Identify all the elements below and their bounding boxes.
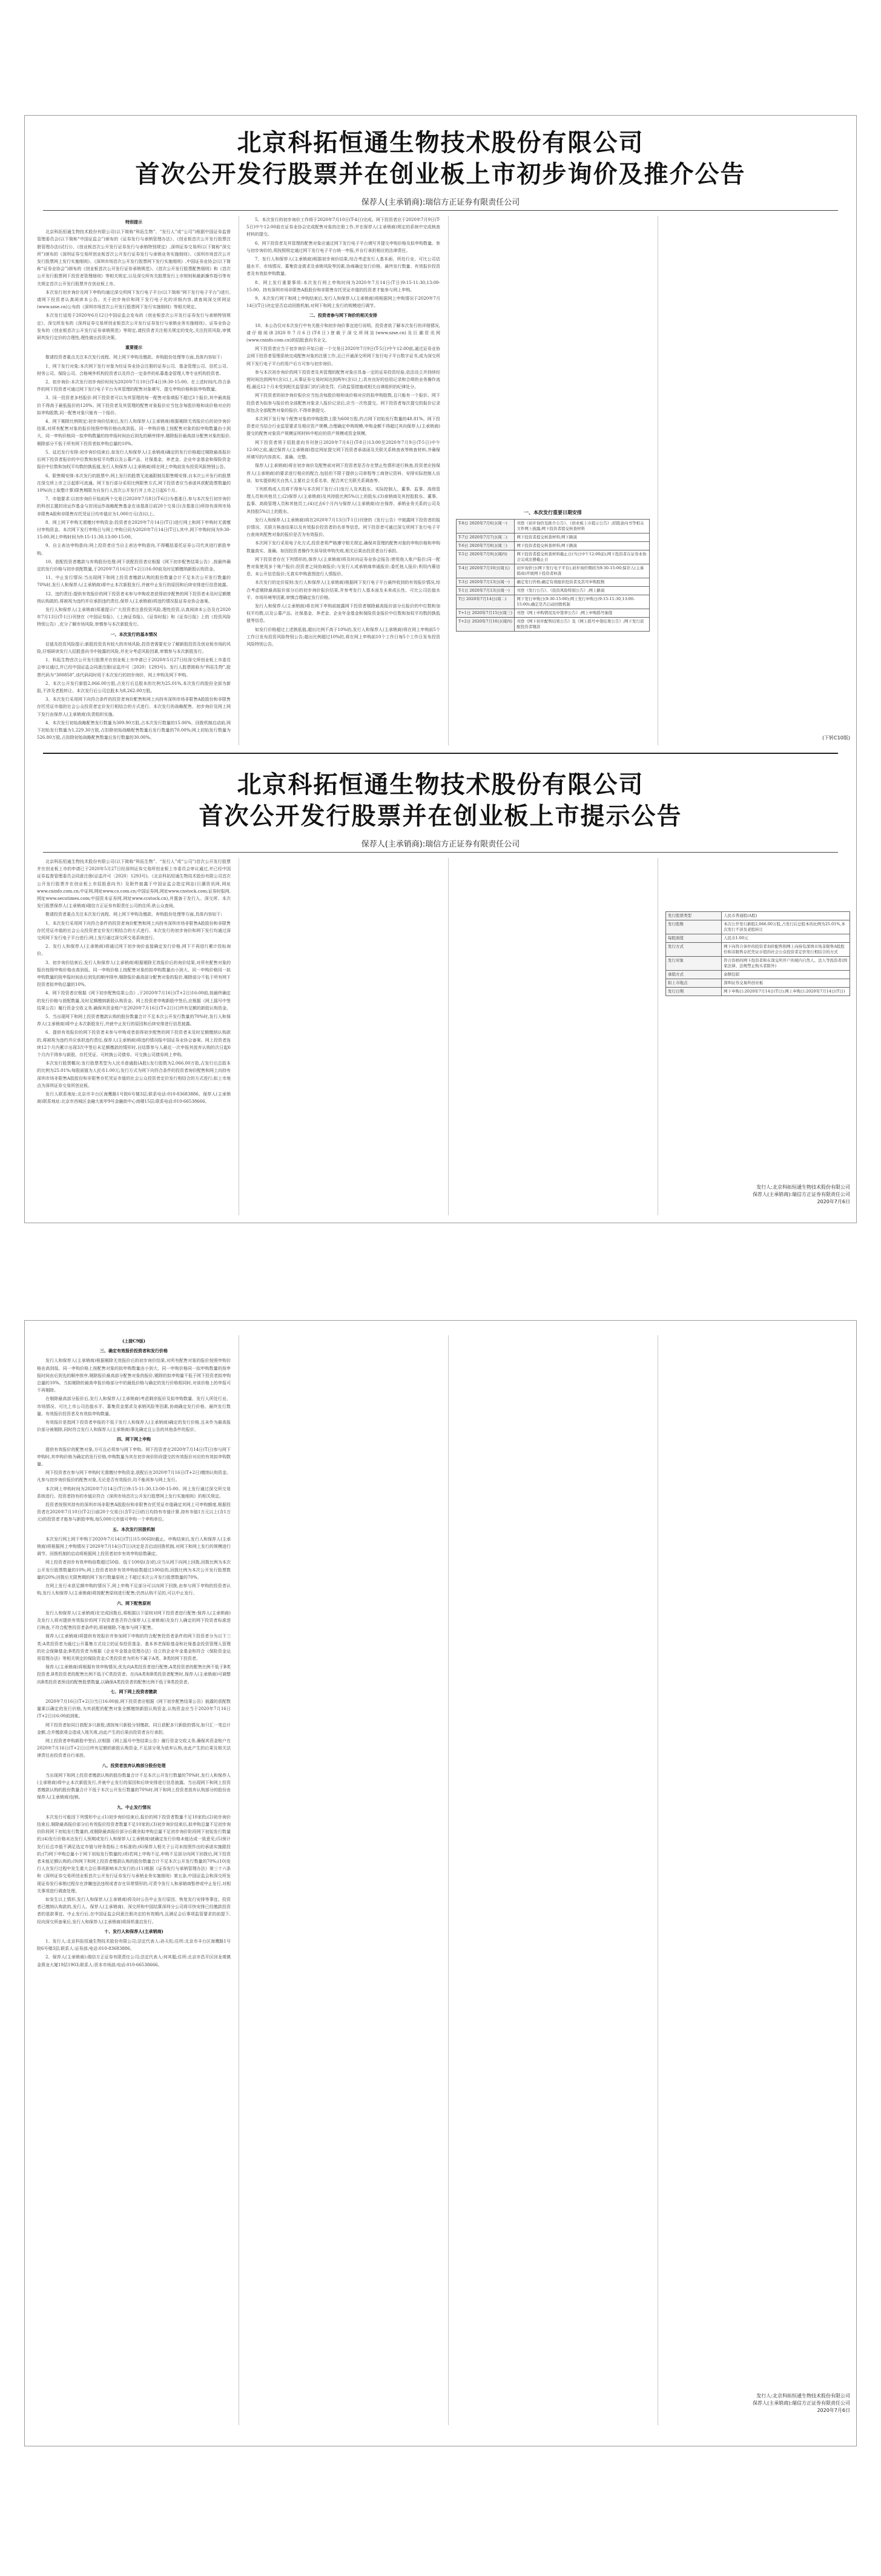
section-heading: 七、网下网上投资者缴款 [110,1688,157,1694]
listing-column-2 [246,858,440,1215]
upper-newspaper-sheet [24,115,857,1223]
body-paragraph: 网下投资者须于招股意向书刊登日2020年7月6日(T-8日)13:00至2020年7月9日(T-5日)中午12:00之前,通过保荐人(主承销商)指定网址提交网下投资者承诺函及关联关系核查表等核查材料,并确保所填写的内容真实、准确、完整。 [246,440,440,460]
column-divider [448,858,449,1215]
table-row [457,520,650,533]
table-key-cell: 发行方式 [666,943,722,957]
body-paragraph: 网下投资者如同日获配多只新股,请按每只新股分别缴款。同日获配多只新股的情况,如只汇一笔总计金额,合并缴款将会造成入账失败,由此产生的后果由投资者自行承担。 [37,1722,231,1735]
body-paragraph: 如发行价格超过上述孰低值,超出比例不高于10%的,发行人和保荐人(主承销商)将在网上申购前5个工作日发布投资风险特别公告;超出比例超过10%的,将在网上申购前10个工作日每5个工作日发布投资风险特别公告。 [246,627,440,647]
body-paragraph: 本次发行的定价原则:发行人和保荐人(主承销商)根据网下发行电子平台最终收到的有效报价情况,综合考虑剔除最高报价部分后的初步询价报价结果,并参考发行人基本面及未来成长性、可比公司估值水平、市场环境等因素,审慎合理确定发行价格。 [246,580,440,600]
body-paragraph: 下列机构或人员将不得参与本次网下发行:(1)发行人及其股东、实际控制人、董事、监事、高级管理人员和其他员工;(2)保荐人(主承销商)及其持股比例5%以上的股东;(3)承销商及其控股股东、董事、监事、高级管理人员和其他员工;(4)过去6个月内与保荐人(主承销商)存在保荐、承销业务关系的公司及其持股5%以上的股东。 [246,486,440,514]
body-paragraph: 12、违约责任:提供有效报价的网下投资者未参与申购或者获得初步配售的网下投资者未及时足额缴纳认购款的,将被视为违约并应承担违约责任,保荐人(主承销商)将违约情况报证券业协会备案。 [37,591,231,604]
section-heading: 五、本次发行回拨机制 [113,1526,155,1532]
table-key-cell: T+1日 2020年7月15日(周三) [457,609,515,618]
body-paragraph: 6、网下投资者及其管理的配售对象应通过网下发行电子平台填写并提交申购价格及拟申购数量。参与初步询价的,须按照规定通过网下发行电子平台统一申报,并自行承担相应的法律责任。 [246,240,440,253]
table-value-cell: 符合资格的网下投资者和在深交所开户的境内自然人、法人等投资者(国家法律、法规禁止购买者除外) [722,957,850,971]
table-row [666,988,850,996]
listing-header-rule [43,852,838,853]
ipo-column-2 [246,216,440,745]
listing-column-1 [37,858,231,1215]
body-paragraph: 估值及投资风险提示:新股投资具有较大的市场风险,投资者需要充分了解新股投资及创业板市场的风险,仔细研读发行人招股意向书中披露的风险,并充分考虑风险因素,审慎参与本次新股发行。 [37,641,231,654]
listing-signature: 发行人:北京科拓恒通生物技术股份有限公司 保荐人(主承销商):瑞信方正证券有限责任公司 2020年7月6日 [753,1184,850,1204]
body-paragraph: 4、网下投资者应根据《网下初步配售结果公告》,于2020年7月16日(T+2日)16:00前,按最终确定的发行价格与获配数量,及时足额缴纳新股认购资金。网上投资者申购新股中签后,应根据《网上摇号中签结果公告》履行资金交收义务,确保其资金账户在2020年7月16日(T+2日)日终有足额的新股认购资金。 [37,991,231,1011]
table-key-cell: T-1日 2020年7月13日(周一) [457,587,515,595]
body-paragraph: 5、当出现网下和网上投资者缴款认购的股份数量合计不足本次公开发行数量的70%时,发行人和保荐人(主承销商)将中止本次新股发行,并就中止发行的原因和后续安排进行信息披露。 [37,1014,231,1027]
body-paragraph: 当出现网下和网上投资者缴款认购的股份数量合计不足本次公开发行数量的70%时,发行人和保荐人(主承销商)将中止本次新股发行,并就中止发行的原因和后续安排进行信息披露。当出现网下和网上投资者缴款认购的股份数量合计不低于本次公开发行数量的70%时,网下和网上投资者放弃认购部分的股份由保荐人(主承销商)包销。 [37,1772,231,1800]
body-paragraph: 保荐人(主承销商)将提供有效报价并参加网下申购的符合配售投资者条件的网下投资者分为以下三类:A类投资者为通过公开募集方式设立的证券投资基金、基本养老保险基金和社保基金投资管理人管理的社会保障基金;B类投资者为根据《企业年金基金管理办法》设立的企业年金基金和符合《保险资金运用管理办法》等相关规定的保险资金;C类投资者为所有不属于A类、B类的网下投资者。 [37,1634,231,1661]
body-paragraph: 4、本次发行初始战略配售发行数量为309.90万股,占本次发行数量的15.00%。回拨机制启动前,网下初始发行数量为1,229.30万股,占扣除初始战略配售数量后发行数量的70.00%;网上初始发行数量为526.80万股,占扣除初始战略配售数量后发行数量的30.00%。 [37,720,231,741]
ipo-column-3 [456,216,650,506]
listing-column-4 [665,858,850,907]
body-paragraph: 参与本次初步询价的网下投资者及其管理的配售对象应具备一定的证券投资经验,依法设立并持续经营时间达到两年(含)以上,从事证券交易时间达到两年(含)以上;具有良好的信用记录和合规的业务操作流程,最近12个月未受到相关监管部门的行政处罚、行政监管措施或相关自律组织的纪律处分。 [246,369,440,390]
body-paragraph: 本次网上申购时间为2020年7月14日(T日)9:15-11:30,13:00-15:00。网上发行通过深交所交易系统进行。投资者持有的市值应符合《深圳市场首次公开发行股票网上发行实施细则》的相关规定。 [37,1486,231,1499]
table-row [666,920,850,934]
body-paragraph: 在剔除最高部分报价后,发行人和保荐人(主承销商)考虑剩余报价及拟申购数量、发行人所处行业、市场情况、可比上市公司估值水平、募集资金需求及承销风险等因素,协商确定发行价格、最终发行数量、有效报价投资者及有效拟申购数量。 [37,1396,231,1416]
table-value-cell: 本次公开发行新股2,066.00万股,占发行后总股本的比例为25.01%,本次发行不涉及老股转让 [722,920,850,934]
table-value-cell: 网下投资者提交核查材料截止日(当日中午12:00前);网下投资者在证券业协会完成注册截止日 [515,550,650,564]
ipo-title-line2: 首次公开发行股票并在创业板上市初步询价及推介公告 [135,160,746,188]
table-row [666,943,850,957]
body-paragraph: 3、初步询价结束后,发行人和保荐人(主承销商)根据剔除无效报价后的询价结果,对所有配售对象的报价按照申购价格由高到低、同一申购价格上按配售对象的拟申购数量由小到大、同一申购价格同一拟申购数量的按申报时间由后到先的顺序排序,剔除报价最高部分配售对象的报价,剔除部分不低于所有网下投资者拟申购总量的10%。 [37,960,231,988]
body-paragraph: 发行人和保荐人(主承销商)将在2020年7月13日(T-1日)刊登的《发行公告》中披露网下投资者的报价情况、关联方核查结果以及有效报价投资者的名单等信息。网下投资者可通过深交所网下发行电子平台查询其配售对象的报价是否为有效报价。 [246,517,440,538]
announcement-separator [43,753,838,754]
body-paragraph: 9、自主表达申购意向:网上投资者应当自主表达申购意向,不得概括委托证券公司代其进行新股申购。 [37,543,231,556]
column-divider [448,1335,449,2425]
table-key-cell: T-3日 2020年7月13日(周一) [457,578,515,587]
table-key-cell: T-4日 2020年7月10日(周五) [457,564,515,578]
body-paragraph: 2020年7月16日(T+2日)当日16:00前,网下投资者应根据《网下初步配售结果公告》披露的获配数量乘以确定的发行价格,为其获配的配售对象全额缴纳新股认购资金,认购资金应当于2020年7月16日(T+2日)16:00前到账。 [37,1699,231,1719]
body-paragraph: 本次发行初步询价及网下申购均通过深交所网下发行电子平台(以下简称“网下发行电子平台”)进行,请网下投资者认真阅读本公告。关于初步询价和网下发行电子化的详细内容,请查阅深交所网站(www.szse.cn)公布的《深圳市场首次公开发行股票网下发行实施细则》等相关规定。 [37,289,231,310]
table-value-cell: 余额包销 [722,971,850,979]
body-paragraph: 8、网上网下申购无需缴付申购资金:投资者在2020年7月14日(T日)进行网上和网下申购时无需缴付申购资金。本次网下发行申购日与网上申购日同为2020年7月14日(T日),其中,网下申购时间为9:30-15:00,网上申购时间为9:15-11:30,13:00-15:00。 [37,520,231,540]
table-row [666,979,850,988]
continuation-column-4 [665,1335,850,2365]
body-paragraph: 如发生以上情形,发行人和保荐人(主承销商)将及时公告中止发行原因、恢复发行安排等事宜。投资者已缴纳认购款的,发行人、保荐人(主承销商)、深交所和中国结算深圳分公司将尽快安排已经缴款投资者的退款事宜。中止发行后,在中国证监会同意注册决定的有效期内,且满足会后事项监管要求的前提下,经向深交所备案后,发行人和保荐人(主承销商)将择机重启发行。 [37,1897,231,1924]
body-paragraph: 北京科拓恒通生物技术股份有限公司(以下简称“科拓生物”、“发行人”或“公司”)首次公开发行股票并在创业板上市的申请已于2020年5月27日经深圳证券交易所创业板上市委员会审议通过,并已经中国证券监督管理委员会同意注册(证监许可〔2020〕1293号)。《北京科拓恒通生物技术股份有限公司首次公开发行股票并在创业板上市招股意向书》及附件披露于中国证监会指定网站(巨潮资讯网,网址www.cninfo.com.cn;中证网,网址www.cs.com.cn;中国证券网,网址www.cnstock.com;证券时报网,网址www.secutimes.com;中国资本证券网,网址www.ccstock.cn),并置备于发行人、深交所、本次发行股票保荐人(主承销商)瑞信方正证券有限责任公司的住所,供公众查阅。 [37,859,231,909]
body-paragraph: 网下投资者在参与网下申购时无需缴付申购资金,获配后在2020年7月16日(T+2日)缴纳认购资金。凡参与初步询价报价的配售对象,无论是否有效报价,均不能再参与网上发行。 [37,1470,231,1483]
body-paragraph: 在网上发行未获足额申购的情况下,网上申购不足部分可以向网下回拨,由参与网下申购的投资者认购,发行人和保荐人(主承销商)将按配售原则进行配售;仍然认购不足的,可以中止发行。 [37,1584,231,1596]
section-heading: 十、发行人和保荐人(主承销商) [104,1928,163,1934]
body-paragraph: 有效报价是指网下投资者申报的不低于发行人和保荐人(主承销商)确定的发行价格,且未作为最高报价部分被剔除,同时符合发行人和保荐人(主承销商)事先确定且公告的其他条件的报价。 [37,1420,231,1433]
table-key-cell: 承销方式 [666,971,722,979]
lower-newspaper-sheet [24,1320,857,2446]
table-value-cell: 网下投资者提交核查材料;网下路演 [515,533,650,542]
body-paragraph: 1、发行人:北京科拓恒通生物技术股份有限公司;法定代表人:孙天松;住所:北京市丰台区海鹰路1号院6号楼3层;联系人:证券部;电话:010-83683886。 [37,1939,231,1952]
body-paragraph: 11、中止发行情况:当出现网下和网上投资者缴款认购的股份数量合计不足本次公开发行数量的70%时,发行人和保荐人(主承销商)将中止本次新股发行,并就中止发行的原因和后续安排进行信息披露。 [37,575,231,588]
table-row [457,533,650,542]
body-paragraph: 提供有效报价的配售对象,方可且必须参与网下申购。网下投资者在2020年7月14日(T日)参与网下申购时,其申购价格为确定的发行价格,申购数量为其在初步询价阶段提交的有效报价对应的有效拟申购数量。 [37,1447,231,1467]
listing-title-line2: 首次公开发行股票并在创业板上市提示公告 [199,802,682,830]
table-key-cell: 发行股票类型 [666,912,722,920]
body-paragraph: 发行人和保荐人(主承销商)郑重提示广大投资者注意投资风险,理性投资,认真阅读本公告及在2020年7月13日(T-1日)刊登在《中国证券报》、《上海证券报》、《证券时报》和《证券日报》上的《投资风险特别公告》,充分了解市场风险,审慎参与本次新股发行。 [37,607,231,627]
table-key-cell: T日 2020年7月14日(周二) [457,595,515,609]
body-paragraph: 8、网上发行重要事项:本次发行网上申购时间为2020年7月14日(T日)9:15-11:30,13:00-15:00。持有深圳市场非限售A股股份和非限售存托凭证市值的投资者才能参与网上申购。 [246,280,440,292]
table-value-cell: 网下向符合条件的投资者询价配售和网上向持有深圳市场非限售A股股份和非限售存托凭证市值的社会公众投资者定价发行相结合的方式 [722,943,850,957]
ipo-title-line1: 北京科拓恒通生物技术股份有限公司 [237,129,644,157]
table-key-cell: T-6日 2020年7月8日(周三) [457,542,515,550]
table-key-cell: T-7日 2020年7月7日(周二) [457,533,515,542]
body-paragraph: 本次发行网上网下申购于2020年7月14日(T日)15:00同时截止。申购结束后,发行人和保荐人(主承销商)将根据网上申购情况于2020年7月14日(T日)决定是否启动回拨机制,对网下和网上发行的规模进行调节。回拨机制的启动将根据网上投资者初步有效申购倍数确定。 [37,1536,231,1557]
body-paragraph: 保荐人(主承销商)将根据有效申购情况,优先向A类投资者进行配售,A类投资者的配售比例不低于B类投资者,B类投资者的配售比例不低于C类投资者。在向A类和B类投资者配售时,保荐人(主承销商)可调整向B类投资者预设的配售股票数量,以确保A类投资者的配售比例不低于B类投资者。 [37,1665,231,1685]
body-paragraph: 本次发行股票概况:发行股票类型为人民币普通股(A股);发行股数为2,066.00万股,占发行后总股本的比例为25.01%;每股面值为人民币1.00元;发行方式为网下向符合条件的投资者询价配售和网上向持有深圳市场非限售A股股份和非限售存托凭证市值的社会公众投资者定价发行相结合的方式进行;拟上市地点为深圳证券交易所创业板。 [37,1061,231,1088]
table-value-cell: 刊登《发行公告》、《投资风险特别公告》;网上路演 [515,587,650,595]
table-value-cell: 刊登《初步询价及推介公告》、《创业板上市提示公告》;招股意向书等相关文件网上披露;网下投资者提交核查材料 [515,520,650,533]
table-key-cell: 发行对象 [666,957,722,971]
body-paragraph: 2、初步询价:本次发行初步询价时间为2020年7月10日(T-4日)9:30-15:00。在上述时间内,符合条件的网下投资者可通过网下发行电子平台为其管理的配售对象填写、提交申购价格和拟申购数量。 [37,380,231,392]
table-value-cell: 初步询价日(网下发行电子平台),初步询价期间为9:30-15:00;保荐人(主承销商)开展网下投资者核查 [515,564,650,578]
body-paragraph: 本次发行适用于2020年6月12日中国证监会发布的《创业板首次公开发行证券发行与承销特别规定》、深交所发布的《深圳证券交易所创业板首次公开发行证券发行与承销业务实施细则》、证券业协会发布的《创业板首次公开发行证券承销规范》等规定,请投资者关注相关规定的变化,关注投资风险,审慎研判发行定价的合理性,理性做出投资决策。 [37,313,231,341]
body-paragraph: 1、网下发行对象:本次网下发行对象为经证券业协会注册的证券公司、基金管理公司、信托公司、财务公司、保险公司、合格境外机构投资者以及符合一定条件的私募基金管理人等专业机构投资者。 [37,363,231,376]
table-value-cell: 人民币1.00元 [722,934,850,943]
body-paragraph: 10、获配投资者缴款与弃购股份处理:网下获配投资者应根据《网下初步配售结果公告》,按最终确定的发行价格与初步获配数量,于2020年7月16日(T+2日)16:00前及时足额缴纳新股认购资金。 [37,559,231,572]
table-value-cell: 人民币普通股(A股) [722,912,850,920]
ipo-sponsor: 保荐人(主承销商):瑞信方正证券有限责任公司 [361,198,520,207]
continuation-signature: 发行人:北京科拓恒通生物技术股份有限公司 保荐人(主承销商):瑞信方正证券有限责任公司 2020年7月6日 [753,2393,850,2413]
ipo-header-rule [43,210,838,211]
table-value-cell: 网下申购日:2020年7月14日(T日);网上申购日:2020年7月14日(T日) [722,988,850,996]
listing-title-line1: 北京科拓恒通生物技术股份有限公司 [237,771,644,799]
body-paragraph: 网下投资者的初步询价报价应当包含每股价格和该价格对应的拟申购股数,且只能有一个报价。网下投资者为拟参与报价的全部配售对象录入报价记录后,应当一次性提交。网下投资者每次提交的报价记录须包含全部配售对象的报价,不得单独提交。 [246,393,440,413]
body-paragraph: 网下投资者应当于初步询价开始日前一个交易日2020年7月9日(T-5日)中午12:00前,通过证券业协会网下投资者管理系统完成配售对象的注册工作,且已开通深交所网下发行电子平台数字证书,成为深交所网下发行电子平台的用户后方可参与初步询价。 [246,346,440,366]
body-paragraph: 7、市值要求:以初步询价开始前两个交易日2020年7月8日(T-6日)为基准日,参与本次发行初步询价的科创主题封闭运作基金与封闭运作战略配售基金在该基准日前20个交易日(含基准日)所持有深圳市场非限售A股和非限售存托凭证日均市值应为1,000万元(含)以上。 [37,497,231,517]
table-row [457,578,650,587]
body-paragraph: 本次发行可能因下列情形中止:(1)初步询价结束后,报价的网下投资者数量不足10家的;(2)初步询价结束后,剔除最高报价部分后有效报价投资者数量不足10家的;(3)初步询价结束后,拟申购总量不足初步询价阶段网下初始发行数量的,或剔除最高报价部分后剩余拟申购总量不足初步询价阶段网下初始发行数量的;(4)发行价格未达发行人预期或发行人和保荐人(主承销商)就确定发行价格未能达成一致意见;(5)预计发行后总市值不满足选定市值与财务指标上市标准的;(6)保荐人相关子公司未按照作出的承诺实施跟投的;(7)网下申购总量小于网下初始发行数量的;(8)若网上申购不足,申购不足部分向网下回拨后,网下投资者未能足额认购的;(9)网下和网上投资者缴款认购的股份数量合计不足本次公开发行数量的70%;(10)发行人在发行过程中发生重大会后事项影响本次发行的;(11)根据《证券发行与承销管理办法》第三十六条和《深圳证券交易所创业板首次公开发行证券发行与承销业务实施细则》第五条,中国证监会和深交所发现证券发行承销过程存在涉嫌违法违规或者存在异常情形的,可责令发行人和承销商暂停或中止发行,对相关事项进行调查处理。 [37,1814,231,1894]
body-paragraph: 7、发行人和保荐人(主承销商)根据初步询价结果,综合考虑发行人基本面、所处行业、可比公司估值水平、市场情况、募集资金需求及承销风险等因素,协商确定发行价格、最终发行数量、有效报价投资者及有效拟申购数量。 [246,257,440,277]
table-value-cell: 深圳证券交易所创业板 [722,979,850,988]
table-key-cell: 发行股数 [666,920,722,934]
section-heading: 特别提示 [125,219,142,225]
table-key-cell: 拟上市地点 [666,979,722,988]
body-paragraph: 10、本公告仅对本次发行中有关推介和初步询价事宜进行说明。投资者欲了解本次发行的详细情况,请仔细阅读2020年7月6日(T-8日)登载于深交所网站(www.szse.cn)及巨潮资讯网(www.cninfo.com.cn)的招股意向书全文。 [246,323,440,343]
body-paragraph: 敬请投资者重点关注本次发行流程、网上网下申购及缴款、弃购股份处理等方面,具体内容如下: [45,355,222,360]
listing-sponsor: 保荐人(主承销商):瑞信方正证券有限责任公司 [361,840,520,849]
section-heading: 一、本次发行的基本情况 [110,631,157,637]
section-heading: 三、确定有效报价投资者和发行价格 [100,1348,168,1354]
body-paragraph: 5、本次发行的初步询价工作将于2020年7月10日(T-4日)完成。网下投资者应于2020年7月9日(T-5日)中午12:00前在证券业协会完成配售对象的注册工作,并在保荐人(主承销商)规定的系统中完成核查材料的提交。 [246,217,440,237]
table-value-cell: 网下投资者提交核查材料;网下路演 [515,542,650,550]
section-heading: 六、网下配售原则 [117,1600,151,1606]
continuation-column-3 [456,1335,650,2425]
table-value-cell: 刊登《网上申购情况及中签率公告》;网上申购摇号抽签 [515,609,650,618]
ipo-column-4 [665,216,850,725]
body-paragraph: 北京科拓恒通生物技术股份有限公司(以下简称“科拓生物”、“发行人”或“公司”)根据中国证券监督管理委员会(以下简称“中国证监会”)颁布的《证券发行与承销管理办法》、《创业板首次公开发行股票注册管理办法(试行)》、《创业板首次公开发行证券发行与承销特别规定》,深圳证券交易所(以下简称“深交所”)颁布的《深圳证券交易所创业板首次公开发行证券发行与承销业务实施细则》、《深圳市场首次公开发行股票网上发行实施细则》、《深圳市场首次公开发行股票网下发行实施细则》,中国证券业协会(以下简称“证券业协会”)颁布的《创业板首次公开发行证券承销规范》、《首次公开发行股票配售细则》和《首次公开发行股票网下投资者管理细则》等相关规定,以及深交所有关股票发行上市规则和最新操作指引等有关规定首次公开发行股票并在创业板上市。 [37,230,231,286]
table-row [666,957,850,971]
listing-overview-table [665,911,850,996]
body-paragraph: 网上投资者初步有效申购倍数超过50倍、低于100倍(含)的,应当从网下向网上回拨,回拨比例为本次公开发行股票数量的10%;网上投资者初步有效申购倍数超过100倍的,回拨比例为本次公开发行股票数量的20%;回拨后无限售期的网下发行数量原则上不超过本次公开发行股票数量的70%。 [37,1560,231,1580]
body-paragraph: 5、延迟发行安排:初步询价结束后,如发行人和保荐人(主承销商)确定的发行价格超过剔除最高报价后网下投资者报价的中位数和加权平均数以及公募产品、社保基金、养老金、企业年金基金和保险资金报价中位数和加权平均数的孰低值,发行人和保荐人(主承销商)将在网上申购前发布投资风险特别公告。 [37,449,231,470]
body-paragraph: 发行人和保荐人(主承销商)将在网下申购前披露网下投资者剔除最高报价部分后报价的中位数和加权平均数,以及公募产品、社保基金、养老金、企业年金基金和保险资金报价中位数和加权平均数的孰低值等信息。 [246,603,440,624]
body-paragraph: 9、本次发行网下和网上申购结束后,发行人和保荐人(主承销商)将根据网上申购情况于2020年7月14日(T日)决定是否启动回拨机制,对网下和网上发行的规模进行调节。 [246,296,440,309]
body-paragraph: 本次网下发行每个配售对象的申购股数上限为600万股,约占网下初始发行数量的48.81%。网下投资者应当结合行业监管要求及相应资产规模,合理确定申购规模,申购金额不得超过其向保荐人(主承销商)提交的配售对象资产规模证明材料中相应的资产规模或资金规模。 [246,417,440,437]
section-heading: 九、中止发行情况 [117,1804,151,1810]
body-paragraph: 网上投资者申购新股中签后,应根据《网上摇号中签结果公告》履行资金交收义务,确保其资金账户在2020年7月16日(T+2日)日终有足额的新股认购资金,不足部分视为放弃认购,由此产生的后果及相关法律责任由投资者自行承担。 [37,1738,231,1759]
body-paragraph: 2、发行人和保荐人(主承销商)将通过网下初步询价直接确定发行价格,网下不再进行累计投标询价。 [37,944,231,957]
body-paragraph: 1、本次发行采用网下向符合条件的投资者询价配售和网上向持有深圳市场非限售A股股份和非限售存托凭证市值的社会公众投资者定价发行相结合的方式进行。本次发行的初步询价和网下发行均通过深交所网下发行电子平台进行;网上发行通过深交所交易系统进行。 [37,920,231,941]
body-paragraph: 发行人和保荐人(主承销商)根据剔除无效报价后的初步询价结果,对所有配售对象的报价按照申购价格由高到低、同一申购价格上按配售对象的拟申购数量由小到大、同一申购价格同一拟申购数量的按申报时间由后到先的顺序排序,剔除报价最高部分配售对象的报价,剔除的拟申购量不低于网下投资者拟申购总量的10%。当拟剔除的最高申报价格部分中的最低价格与确定的发行价格相同时,对该价格上的申报可不再剔除。 [37,1358,231,1393]
table-value-cell: 确定发行价格;确定有效报价投资者及其可申购股数 [515,578,650,587]
section-heading: 八、投资者放弃认购部分股份处理 [102,1762,166,1768]
table-row [457,587,650,595]
body-paragraph: 投资者按照其持有的深圳市场非限售A股股份和非限售存托凭证市值确定其网上可申购额度,根据投资者在2020年7月10日(T-2日)前20个交易日(含T-2日)的日均持有市值计算,持有市值1万元以上(含1万元)的投资者才能参与新股申购,每5,000元市值可申购一个申购单位。 [37,1502,231,1522]
column-divider [448,216,449,745]
body-paragraph: 4、网下剔除比例规定:初步询价结束后,发行人和保荐人(主承销商)根据剔除无效报价后的初步询价结果,对所有配售对象的报价按照申购价格由高到低、同一申购价格上按配售对象的拟申购数量由小到大、同一申购价格同一拟申购数量的按申报时间由后到先的顺序排序,剔除报价最高部分配售对象的报价,剔除部分不低于所有网下投资者拟申购总量的10%。 [37,419,231,446]
table-row [457,609,650,618]
ipo-schedule-table [456,519,650,632]
body-paragraph: 6、限售期安排:本次发行的股票中,网上发行的股票无流通限制及限售期安排,自本次公开发行的股票在深交所上市之日起即可流通。网下发行部分采用比例限售方式,网下投资者应当承诺其获配股票数量的10%(向上取整计算)限售期限为自发行人首次公开发行并上市之日起6个月。 [37,473,231,493]
table-row [666,934,850,943]
table-value-cell: 网下发行申购日(9:30-15:00);网上发行申购日(9:15-11:30,13:00-15:00);确定是否启动回拨机制 [515,595,650,609]
ipo-schedule-caption: 一、本次发行重要日期安排 [524,510,582,515]
body-paragraph: 1、科拓生物首次公开发行股票并在创业板上市申请已于2020年5月27日经深交所创业板上市委员会审议通过,并已经中国证监会同意注册(证监许可〔2020〕1293号)。发行人股票简称为“科拓生物”,股票代码为“300858”,该代码同时用于本次发行的初步询价、网上申购及网下申购。 [37,658,231,678]
body-paragraph: 保荐人(主承销商)将在初步询价及配售前对网下投资者是否存在禁止性情形进行核查,投资者应按保荐人(主承销商)的要求进行相应的配合,包括但不限于提供公司章程等工商登记资料、安排实际控制人访谈、如实提供相关自然人主要社会关系名单、配合其它关联关系调查等。 [246,463,440,483]
table-key-cell: 发行日期 [666,988,722,996]
body-paragraph: 发行人和保荐人(主承销商)在完成回拨后,将根据以下原则对网下投资者进行配售:保荐人(主承销商)及发行人将对提供有效报价的网下投资者是否符合保荐人(主承销商)及发行人确定的网下投资者标准进行核查,不符合配售投资者条件的,将被剔除,不能参与网下配售。 [37,1610,231,1631]
ipo-column-1 [37,216,231,745]
body-paragraph: 2、保荐人(主承销商):瑞信方正证券有限责任公司;法定代表人:何其聪;住所:北京市昌平区回龙观镇金燕龙大厦19层1903;联系人:资本市场部;电话:010-66538666。 [37,1955,231,1967]
body-paragraph: 3、本次发行采用网下向符合条件的投资者询价配售和网上向持有深圳市场非限售A股股份和非限售存托凭证市值的社会公众投资者定价发行相结合的方式进行。本次发行的战略配售、初步询价及网上网下发行由保荐人(主承销商)负责组织实施。 [37,697,231,717]
body-paragraph: 网下投资者存在下列情形的,保荐人(主承销商)将及时向证券业协会报告:使用他人账户报价;同一配售对象使用多个账户报价;投资者之间协商报价;与发行人或承销商串通报价;委托他人报价;利用内幕信息、未公开信息报价;无真实申购意图进行人情报价。 [246,556,440,577]
body-paragraph: 3、同一投资者多档报价:网下投资者可以为其管理的每一配售对象填报不超过3个报价,其中最高报价不得高于最低报价的120%。网下投资者及其管理的配售对象报价应当包含每股价格和该价格对应的拟申购股数,同一配售对象只能有一个报价。 [37,395,231,415]
listing-column-3 [456,858,650,1215]
section-heading: 四、网下网上申购 [117,1436,151,1442]
table-row [457,542,650,550]
table-row [457,564,650,578]
body-paragraph: 6、提供有效报价的网下投资者未参与申购或者获得初步配售的网下投资者未及时足额缴纳认购款的,将被视为违约并应承担违约责任,保荐人(主承销商)将违约情况报中国证券业协会备案。网上投资者连续12个月内累计出现3次中签后未足额缴款的情形时,自结算参与人最近一次申报其放弃认购的次日起6个月内不得参与新股、存托凭证、可转换公司债券、可交换公司债券网上申购。 [37,1030,231,1058]
table-key-cell: T+2日 2020年7月16日(周四) [457,618,515,632]
table-row [666,912,850,920]
body-paragraph: 本次网下发行采用电子化方式,投资者须严格遵守相关规定,确保其管理的配售对象的申购价格和申购数量真实、准确。如因投资者操作失误导致申购失败,相关后果由投资者自行承担。 [246,541,440,553]
body-paragraph: 2、本次公开发行新股2,066.00万股,占发行后总股本的比例为25.01%,本次发行的股份全部为新股,不涉及老股转让。本次发行后公司总股本为8,262.00万股。 [37,681,231,693]
continuation-column-2 [246,1335,440,2425]
body-paragraph: 敬请投资者重点关注本次发行流程、网上网下申购及缴款、弃购股份处理等方面,具体内容如下: [45,912,222,917]
section-heading: (上接C9版) [122,1338,146,1344]
section-heading: 二、投资者参与网下询价的相关安排 [309,312,377,319]
table-key-cell: T-5日 2020年7月9日(周四) [457,550,515,564]
table-row [666,971,850,979]
table-key-cell: 每股面值 [666,934,722,943]
table-key-cell: T-8日 2020年7月6日(周一) [457,520,515,533]
table-row [457,550,650,564]
section-heading: 重要提示 [125,345,142,351]
body-paragraph: 发行人联系地址:北京市丰台区海鹰路1号院6号楼3层;联系电话:010-83683886。保荐人(主承销商)联系地址:北京市西城区金融大街甲9号金融街中心南楼15层;联系电话:010-66538666。 [37,1092,231,1105]
table-row [457,595,650,609]
table-row [457,618,650,632]
continuation-column-1 [37,1335,231,2425]
table-value-cell: 刊登《网下初步配售结果公告》及《网上摇号中签结果公告》;网下发行获配投资者缴款 [515,618,650,632]
ipo-continued-note: (下转C10版) [822,735,850,741]
